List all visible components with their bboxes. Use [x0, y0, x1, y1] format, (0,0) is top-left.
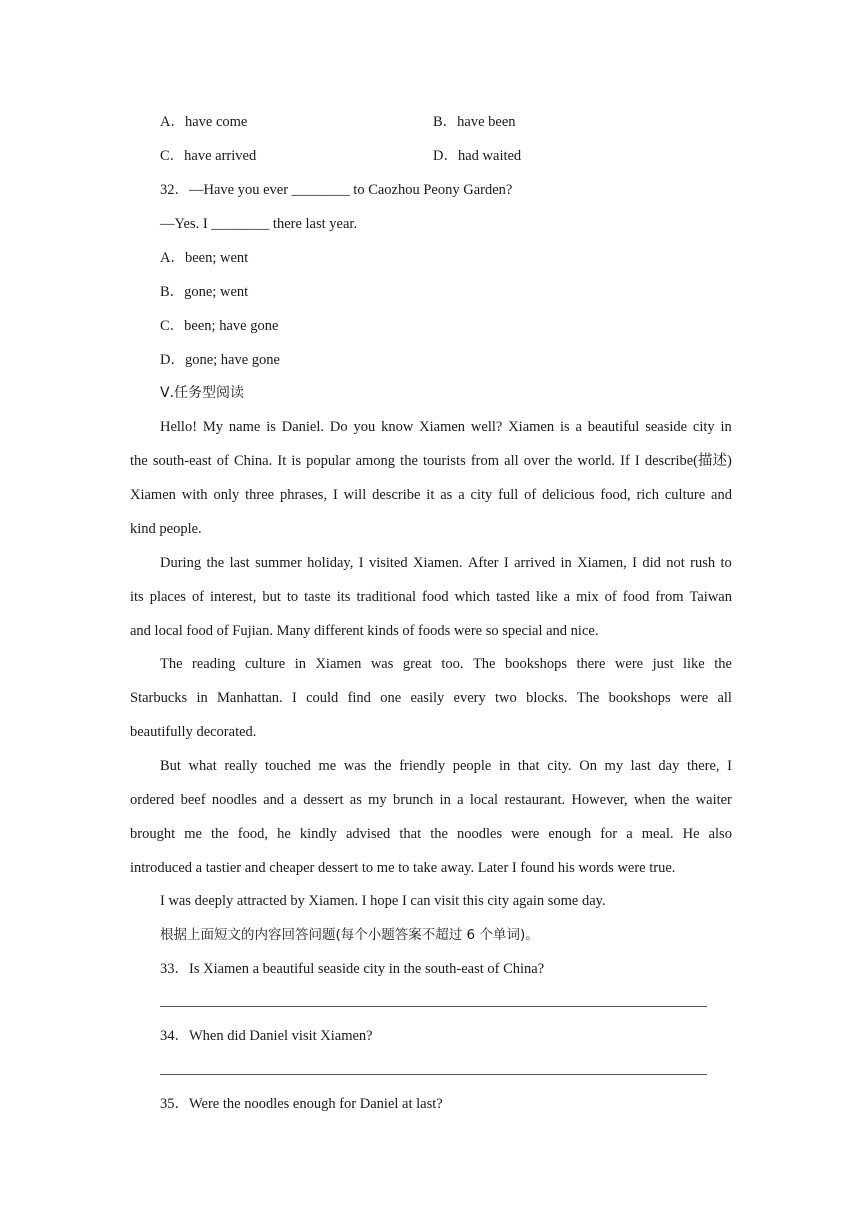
word: when	[633, 792, 666, 808]
question-35: 35．Were the noodles enough for Daniel at last?	[160, 1096, 443, 1112]
word: food,	[600, 487, 631, 503]
word: my	[368, 792, 387, 808]
word: well?	[470, 419, 503, 435]
word: noodles	[456, 826, 503, 842]
word: south-east	[152, 453, 212, 469]
word: After	[467, 555, 499, 571]
word: brought	[130, 826, 176, 842]
word: to	[286, 589, 299, 605]
word: tourists	[423, 453, 466, 469]
word: know	[381, 419, 414, 435]
q32-option-c: C．been; have gone	[160, 318, 279, 334]
word: for	[600, 826, 618, 842]
word: last	[229, 555, 250, 571]
word: to	[720, 555, 732, 571]
word: in	[294, 656, 306, 672]
word: Xiamen.	[413, 555, 463, 571]
word: was	[370, 656, 394, 672]
word: ordered	[130, 792, 175, 808]
word: but	[262, 589, 281, 605]
word: the	[400, 453, 418, 469]
word: people	[452, 758, 492, 774]
word: seaside	[645, 419, 688, 435]
word: bookshops	[608, 690, 671, 706]
answer-line-33[interactable]	[160, 1006, 707, 1007]
word: in	[720, 419, 732, 435]
word: easily	[410, 690, 445, 706]
word: like	[535, 589, 558, 605]
passage-p4-line4: introduced a tastier and cheaper dessert to me to take away. Later I found his words were true.	[130, 860, 676, 876]
passage-p4-line2	[130, 790, 732, 810]
word: reading	[192, 656, 236, 672]
word: bookshops	[504, 656, 567, 672]
word: China.	[233, 453, 273, 469]
word: will	[343, 487, 367, 503]
word: which	[454, 589, 491, 605]
word: city.	[547, 758, 572, 774]
word: kindly	[299, 826, 337, 842]
word: its	[336, 589, 351, 605]
word: touched	[264, 758, 311, 774]
word: of	[524, 487, 537, 503]
word: over	[523, 453, 550, 469]
word: from	[470, 453, 500, 469]
q31-option-b: B．have been	[433, 114, 516, 130]
word: Taiwan	[689, 589, 732, 605]
word: My	[202, 419, 224, 435]
word: food,	[237, 826, 268, 842]
word: places	[149, 589, 186, 605]
word: arrived	[514, 555, 556, 571]
word: there,	[686, 758, 720, 774]
word: is	[559, 419, 570, 435]
word: among	[355, 453, 396, 469]
q32-question: 32．—Have you ever ________ to Caozhou Peony Garden?	[160, 182, 513, 198]
word: Xiamen	[508, 419, 555, 435]
q31-option-c: C．have arrived	[160, 148, 257, 164]
word: could	[306, 690, 339, 706]
word: I	[358, 555, 364, 571]
q31-option-a: A．have come	[160, 114, 248, 130]
word: city	[470, 487, 493, 503]
word: in	[498, 758, 511, 774]
word: last	[630, 758, 651, 774]
word: that	[517, 758, 540, 774]
word: I	[291, 690, 297, 706]
word: a	[458, 487, 465, 503]
word: summer	[255, 555, 302, 571]
word: as	[440, 487, 453, 503]
word: also	[708, 826, 732, 842]
word: you	[353, 419, 376, 435]
word: popular	[306, 453, 351, 469]
word: traditional	[356, 589, 417, 605]
passage-p1-line4: kind people.	[130, 521, 202, 537]
word: beautiful	[587, 419, 640, 435]
word: me	[318, 758, 337, 774]
word: The	[576, 690, 600, 706]
word: a	[457, 792, 464, 808]
word: Xiamen	[315, 656, 362, 672]
word: full	[498, 487, 519, 503]
word: were	[679, 690, 709, 706]
word: the	[130, 453, 148, 469]
word: Xiamen,	[577, 555, 627, 571]
word: great	[402, 656, 432, 672]
word: Starbucks	[130, 690, 188, 706]
word: advised	[345, 826, 391, 842]
word: food	[422, 589, 449, 605]
passage-p1-line3	[130, 485, 732, 505]
word: brunch	[392, 792, 434, 808]
word: it	[426, 487, 435, 503]
word: beef	[180, 792, 206, 808]
word: rush	[690, 555, 716, 571]
word: blocks.	[526, 690, 568, 706]
word: The	[160, 656, 183, 672]
word: and	[711, 487, 732, 503]
word: The	[472, 656, 496, 672]
word: If	[620, 453, 630, 469]
word: all	[504, 453, 519, 469]
passage-p2-line2	[130, 587, 732, 607]
word: Do	[329, 419, 348, 435]
word: the	[714, 656, 732, 672]
word: name	[228, 419, 261, 435]
passage-p4-line3	[130, 824, 732, 844]
word: local	[469, 792, 499, 808]
word: delicious	[542, 487, 595, 503]
word: city	[692, 419, 715, 435]
word: However,	[571, 792, 628, 808]
word: a	[563, 589, 571, 605]
word: the	[430, 826, 448, 842]
word: is	[291, 453, 302, 469]
word: day	[658, 758, 680, 774]
word: he	[277, 826, 291, 842]
word: were	[614, 656, 644, 672]
word: in	[560, 555, 572, 571]
word: really	[224, 758, 258, 774]
word: a	[290, 792, 297, 808]
word: there	[576, 656, 606, 672]
q32-option-b: B．gone; went	[160, 284, 249, 300]
word: dessert	[303, 792, 344, 808]
passage-p3-line3: beautifully decorated.	[130, 724, 257, 740]
section-heading: Ⅴ.任务型阅读	[160, 385, 245, 401]
word: Xiamen	[130, 487, 176, 503]
word: is	[266, 419, 276, 435]
word: too.	[441, 656, 464, 672]
word: did	[642, 555, 661, 571]
word: food	[622, 589, 650, 605]
word: I	[503, 555, 509, 571]
word: Manhattan.	[217, 690, 283, 706]
instructions: 根据上面短文的内容回答问题(每个小题答案不超过 6 个单词)。	[160, 927, 539, 943]
word: the	[373, 758, 392, 774]
word: a	[626, 826, 633, 842]
word: friendly	[399, 758, 446, 774]
word: of	[216, 453, 229, 469]
word: Daniel.	[281, 419, 324, 435]
word: taste	[304, 589, 331, 605]
word: visited	[368, 555, 408, 571]
q32-reply: —Yes. I ________ there last year.	[160, 216, 358, 232]
q32-option-a: A．been; went	[160, 250, 249, 266]
word: describe	[372, 487, 421, 503]
word: During	[160, 555, 202, 571]
word: tasted	[496, 589, 530, 605]
question-33: 33．Is Xiamen a beautiful seaside city in the south-east of China?	[160, 961, 545, 977]
word: my	[604, 758, 624, 774]
word: I	[727, 758, 732, 774]
word: the	[554, 453, 573, 469]
word: culture	[664, 487, 706, 503]
word: not	[666, 555, 685, 571]
word: holiday,	[307, 555, 354, 571]
passage-p2-line1	[160, 553, 732, 573]
word: with	[181, 487, 208, 503]
word: mix	[576, 589, 599, 605]
passage-p2-line3: and local food of Fujian. Many different kinds of foods were so special and nice.	[130, 623, 599, 639]
word: in	[196, 690, 208, 706]
word: its	[130, 589, 144, 605]
passage-p4-line1	[160, 756, 732, 776]
passage-p1-line1	[160, 417, 732, 437]
word: as	[349, 792, 362, 808]
word: restaurant.	[504, 792, 566, 808]
word: I	[632, 555, 637, 571]
passage-p1-line2	[130, 451, 732, 471]
word: meal.	[641, 826, 674, 842]
word: of	[604, 589, 617, 605]
word: was	[343, 758, 367, 774]
word: On	[579, 758, 597, 774]
word: were	[511, 826, 540, 842]
word: He	[682, 826, 700, 842]
word: like	[682, 656, 705, 672]
word: the	[210, 826, 229, 842]
passage-p3-line1	[160, 654, 732, 674]
word: and	[263, 792, 285, 808]
word: of	[191, 589, 205, 605]
word: only	[213, 487, 240, 503]
word: all	[717, 690, 732, 706]
word: three	[245, 487, 275, 503]
word: phrases,	[279, 487, 328, 503]
passage-p3-line2	[130, 688, 732, 708]
word: one	[380, 690, 402, 706]
q31-option-d: D．had waited	[433, 148, 522, 164]
word: world.	[577, 453, 615, 469]
word: find	[347, 690, 371, 706]
passage-p5: I was deeply attracted by Xiamen. I hope I can visit this city again some day.	[160, 893, 606, 909]
word: noodles	[211, 792, 257, 808]
word: just	[652, 656, 674, 672]
word: enough	[548, 826, 592, 842]
word: that	[399, 826, 422, 842]
word: Xiamen	[419, 419, 466, 435]
word: the	[671, 792, 690, 808]
word: describe(描述)	[644, 453, 732, 469]
word: from	[655, 589, 684, 605]
word: It	[277, 453, 287, 469]
word: But	[160, 758, 181, 774]
word: two	[495, 690, 517, 706]
word: interest,	[210, 589, 257, 605]
question-34: 34．When did Daniel visit Xiamen?	[160, 1028, 373, 1044]
word: me	[184, 826, 202, 842]
word: in	[439, 792, 451, 808]
word: Hello!	[160, 419, 198, 435]
word: I	[634, 453, 640, 469]
word: culture	[244, 656, 286, 672]
word: a	[575, 419, 582, 435]
word: waiter	[695, 792, 732, 808]
word: I	[332, 487, 338, 503]
word: rich	[636, 487, 659, 503]
answer-line-34[interactable]	[160, 1074, 707, 1075]
q32-option-d: D．gone; have gone	[160, 352, 280, 368]
word: the	[206, 555, 225, 571]
word: every	[453, 690, 486, 706]
word: what	[188, 758, 217, 774]
